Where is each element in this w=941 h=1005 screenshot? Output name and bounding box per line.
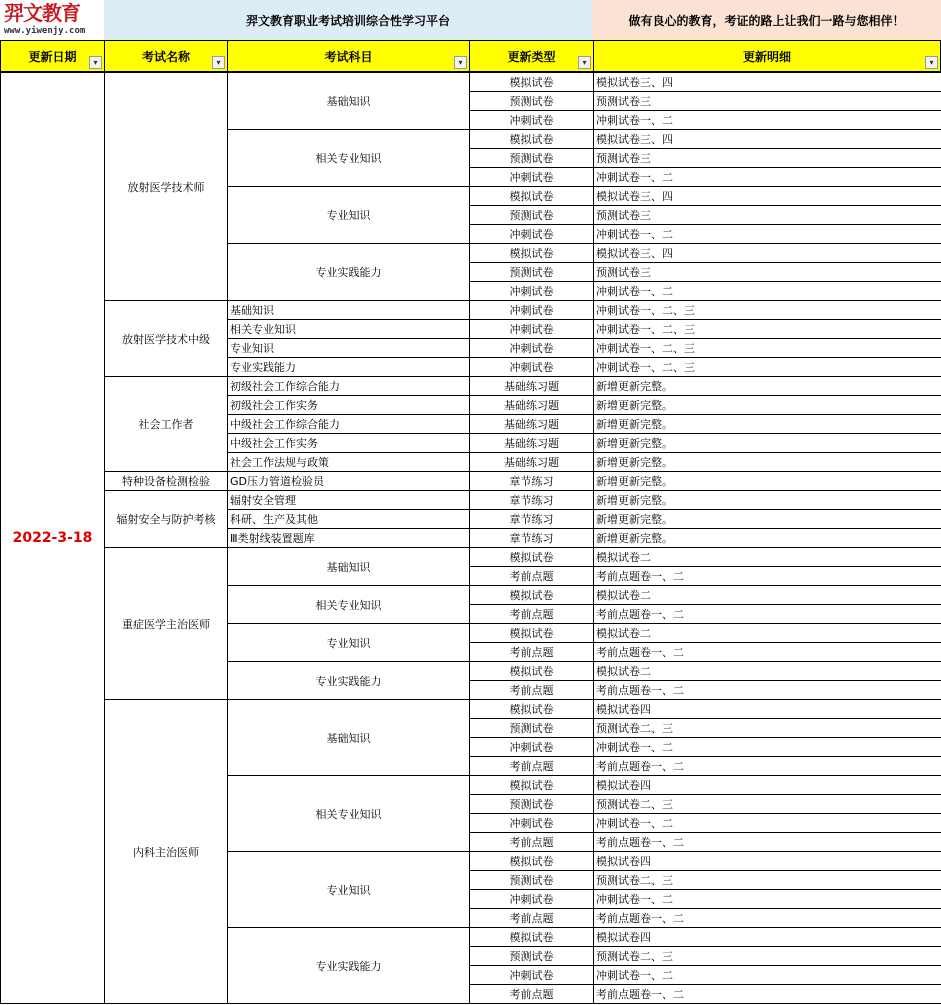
update-type-cell[interactable]: [469, 680, 594, 700]
subject-cell-text: 初级社会工作综合能力: [230, 380, 340, 393]
update-type-cell-text: 预测试卷: [509, 950, 554, 963]
subject-cell[interactable]: [227, 243, 470, 301]
update-type-cell-text: 基础练习题: [504, 399, 559, 412]
update-type-cell[interactable]: [469, 528, 594, 548]
update-detail-cell[interactable]: [593, 680, 941, 700]
exam-name-cell-text: 辐射安全与防护考核: [116, 513, 216, 526]
update-detail-cell-text: 新增更新完整。: [596, 456, 673, 469]
update-type-cell[interactable]: [469, 319, 594, 339]
update-type-cell[interactable]: [469, 794, 594, 814]
update-detail-cell[interactable]: [593, 110, 941, 130]
update-detail-cell-text: 考前点题卷一、二: [596, 684, 684, 697]
update-type-cell-text: 模拟试卷: [509, 589, 554, 602]
header-type: [469, 40, 594, 72]
update-type-cell-text: 预测试卷: [509, 874, 554, 887]
update-detail-cell-text: 新增更新完整。: [596, 437, 673, 450]
update-type-cell[interactable]: [469, 547, 594, 567]
update-type-cell[interactable]: [469, 452, 594, 472]
update-detail-cell[interactable]: [593, 72, 941, 92]
subject-cell[interactable]: [227, 186, 470, 244]
update-type-cell[interactable]: [469, 623, 594, 643]
subject-cell[interactable]: [227, 775, 470, 852]
update-detail-cell-text: 冲刺试卷一、二: [596, 285, 673, 298]
update-detail-cell-text: 模拟试卷三、四: [596, 76, 673, 89]
subject-cell[interactable]: [227, 927, 470, 1004]
update-detail-cell-text: 新增更新完整。: [596, 380, 673, 393]
update-detail-cell[interactable]: [593, 927, 941, 947]
update-type-cell[interactable]: [469, 262, 594, 282]
update-type-cell[interactable]: [469, 110, 594, 130]
header-detail: [593, 40, 941, 72]
update-type-cell-text: 考前点题: [509, 988, 554, 1001]
update-detail-cell[interactable]: [593, 851, 941, 871]
exam-name-cell-text: 重症医学主治医师: [122, 617, 210, 631]
update-detail-cell[interactable]: [593, 794, 941, 814]
update-type-cell[interactable]: [469, 604, 594, 624]
header-subject: [227, 40, 470, 72]
update-type-cell-text: 冲刺试卷: [509, 304, 554, 317]
subject-cell[interactable]: [227, 528, 470, 548]
subject-cell[interactable]: [227, 509, 470, 529]
update-detail-cell-text: 新增更新完整。: [596, 513, 673, 526]
update-detail-cell[interactable]: [593, 661, 941, 681]
update-type-cell-text: 考前点题: [509, 684, 554, 697]
update-type-cell[interactable]: [469, 243, 594, 263]
subject-cell[interactable]: [227, 129, 470, 187]
update-detail-cell[interactable]: [593, 699, 941, 719]
subject-cell[interactable]: [227, 547, 470, 586]
subject-cell-text: 专业知识: [326, 636, 371, 650]
update-detail-cell[interactable]: [593, 908, 941, 928]
subject-cell-text: 中级社会工作实务: [230, 437, 318, 450]
update-detail-cell[interactable]: [593, 243, 941, 263]
subject-cell[interactable]: [227, 319, 470, 339]
update-detail-cell-text: 模拟试卷三、四: [596, 133, 673, 146]
header-exam: [104, 40, 228, 72]
update-type-cell[interactable]: [469, 414, 594, 434]
subject-cell[interactable]: [227, 338, 470, 358]
update-type-cell-text: 预测试卷: [509, 798, 554, 811]
update-detail-cell[interactable]: [593, 224, 941, 244]
update-type-cell[interactable]: [469, 566, 594, 586]
update-detail-cell-text: 模拟试卷四: [596, 703, 651, 716]
header-detail-label: 更新明细: [742, 49, 791, 64]
update-type-cell[interactable]: [469, 490, 594, 510]
update-detail-cell[interactable]: [593, 832, 941, 852]
subject-cell-text: 中级社会工作综合能力: [230, 418, 340, 431]
update-detail-cell-text: 冲刺试卷一、二: [596, 114, 673, 127]
header-date-label: 更新日期: [28, 49, 77, 64]
update-type-cell-text: 冲刺试卷: [509, 323, 554, 336]
update-type-cell[interactable]: [469, 870, 594, 890]
update-type-cell-text: 冲刺试卷: [509, 817, 554, 830]
logo-text: 羿文教育: [4, 1, 80, 25]
subject-cell[interactable]: [227, 471, 470, 491]
title-bar: [0, 0, 941, 40]
update-type-cell-text: 预测试卷: [509, 209, 554, 222]
update-type-cell-text: 基础练习题: [504, 380, 559, 393]
update-type-cell-text: 模拟试卷: [509, 931, 554, 944]
update-type-cell[interactable]: [469, 72, 594, 92]
update-type-cell[interactable]: [469, 699, 594, 719]
update-type-cell[interactable]: [469, 965, 594, 985]
subject-cell-text: 相关专业知识: [315, 152, 382, 165]
update-detail-cell[interactable]: [593, 91, 941, 111]
update-type-cell[interactable]: [469, 946, 594, 966]
update-detail-cell[interactable]: [593, 395, 941, 415]
update-detail-cell-text: 模拟试卷二: [596, 665, 651, 678]
update-type-cell[interactable]: [469, 832, 594, 852]
update-detail-cell-text: 新增更新完整。: [596, 399, 673, 412]
subject-cell[interactable]: [227, 300, 470, 320]
update-detail-cell-text: 冲刺试卷一、二: [596, 969, 673, 982]
update-type-cell[interactable]: [469, 642, 594, 662]
update-detail-cell[interactable]: [593, 338, 941, 358]
update-detail-cell[interactable]: [593, 984, 941, 1004]
update-detail-cell[interactable]: [593, 756, 941, 776]
subject-cell[interactable]: [227, 433, 470, 453]
subject-cell[interactable]: [227, 395, 470, 415]
update-detail-cell-text: 冲刺试卷一、二、三: [596, 361, 695, 374]
update-detail-cell[interactable]: [593, 528, 941, 548]
update-type-cell[interactable]: [469, 908, 594, 928]
update-type-cell-text: 章节练习: [509, 532, 554, 545]
subject-cell[interactable]: [227, 357, 470, 377]
update-detail-cell-text: 冲刺试卷一、二: [596, 817, 673, 830]
update-type-cell[interactable]: [469, 167, 594, 187]
update-type-cell-text: 预测试卷: [509, 722, 554, 735]
update-type-cell[interactable]: [469, 376, 594, 396]
subject-cell-text: 专业知识: [326, 883, 371, 897]
update-detail-cell[interactable]: [593, 281, 941, 301]
update-detail-cell-text: 冲刺试卷一、二: [596, 741, 673, 754]
update-detail-cell-text: 冲刺试卷一、二、三: [596, 304, 695, 317]
update-detail-cell[interactable]: [593, 585, 941, 605]
update-detail-cell-text: 考前点题卷一、二: [596, 760, 684, 773]
update-detail-cell[interactable]: [593, 718, 941, 738]
update-detail-cell[interactable]: [593, 205, 941, 225]
exam-name-cell[interactable]: [104, 471, 228, 491]
update-detail-cell[interactable]: [593, 129, 941, 149]
update-detail-cell[interactable]: [593, 946, 941, 966]
subject-cell-text: GD压力管道检验员: [230, 475, 324, 488]
update-detail-cell[interactable]: [593, 319, 941, 339]
update-type-cell-text: 模拟试卷: [509, 855, 554, 868]
update-type-cell-text: 模拟试卷: [509, 247, 554, 260]
update-detail-cell[interactable]: [593, 642, 941, 662]
update-type-cell[interactable]: [469, 775, 594, 795]
update-detail-cell[interactable]: [593, 452, 941, 472]
update-type-cell-text: 模拟试卷: [509, 76, 554, 89]
filter-dropdown-icon[interactable]: ▾: [578, 56, 591, 69]
update-detail-cell[interactable]: [593, 490, 941, 510]
exam-name-cell-text: 特种设备检测检验: [122, 475, 210, 488]
update-type-cell-text: 章节练习: [509, 494, 554, 507]
subject-cell[interactable]: [227, 376, 470, 396]
update-detail-cell[interactable]: [593, 509, 941, 529]
update-type-cell-text: 基础练习题: [504, 456, 559, 469]
subject-cell[interactable]: [227, 72, 470, 130]
subject-cell-text: 基础知识: [230, 304, 274, 317]
subject-cell-text: 相关专业知识: [315, 598, 382, 612]
exam-name-cell[interactable]: [104, 547, 228, 700]
update-type-cell[interactable]: [469, 224, 594, 244]
update-type-cell-text: 冲刺试卷: [509, 228, 554, 241]
update-detail-cell[interactable]: [593, 433, 941, 453]
subject-cell-text: 基础知识: [326, 560, 371, 574]
exam-name-cell-text: 内科主治医师: [133, 845, 199, 859]
update-type-cell-text: 冲刺试卷: [509, 893, 554, 906]
update-date-cell-text: 2022-3-18: [12, 530, 93, 546]
update-detail-cell[interactable]: [593, 965, 941, 985]
subject-cell-text: 专业实践能力: [315, 266, 382, 279]
filter-dropdown-icon[interactable]: ▾: [454, 56, 467, 69]
update-type-cell[interactable]: [469, 129, 594, 149]
update-type-cell-text: 模拟试卷: [509, 551, 554, 564]
update-detail-cell-text: 模拟试卷三、四: [596, 190, 673, 203]
update-type-cell[interactable]: [469, 205, 594, 225]
subject-cell[interactable]: [227, 585, 470, 624]
update-detail-cell-text: 预测试卷二、三: [596, 798, 673, 811]
logo-url: www.yiwenjy.com: [4, 26, 86, 36]
update-type-cell-text: 预测试卷: [509, 95, 554, 108]
update-detail-cell[interactable]: [593, 870, 941, 890]
update-type-cell-text: 模拟试卷: [509, 627, 554, 640]
update-type-cell-text: 冲刺试卷: [509, 342, 554, 355]
update-type-cell[interactable]: [469, 984, 594, 1004]
platform-title: 羿文教育职业考试培训综合性学习平台: [104, 0, 592, 40]
subject-cell[interactable]: [227, 414, 470, 434]
exam-name-cell[interactable]: [104, 300, 228, 377]
header-type-label: 更新类型: [507, 49, 556, 64]
exam-name-cell[interactable]: [104, 490, 228, 548]
update-detail-cell-text: 预测试卷三: [596, 209, 651, 222]
subject-cell-text: 基础知识: [326, 95, 371, 108]
update-detail-cell-text: 考前点题卷一、二: [596, 570, 684, 583]
update-type-cell[interactable]: [469, 300, 594, 320]
update-type-cell[interactable]: [469, 585, 594, 605]
exam-name-cell-text: 放射医学技术师: [127, 180, 205, 194]
update-type-cell[interactable]: [469, 281, 594, 301]
update-date-cell[interactable]: [0, 72, 105, 1004]
update-type-cell[interactable]: [469, 737, 594, 757]
update-type-cell-text: 章节练习: [509, 513, 554, 526]
update-type-cell-text: 考前点题: [509, 836, 554, 849]
update-detail-cell-text: 预测试卷三: [596, 95, 651, 108]
update-detail-cell-text: 考前点题卷一、二: [596, 836, 684, 849]
update-detail-cell-text: 冲刺试卷一、二: [596, 893, 673, 906]
exam-name-cell-text: 放射医学技术中级: [122, 332, 210, 346]
update-detail-cell[interactable]: [593, 262, 941, 282]
update-type-cell[interactable]: [469, 661, 594, 681]
update-detail-cell-text: 冲刺试卷一、二: [596, 228, 673, 241]
exam-name-cell[interactable]: [104, 699, 228, 1004]
update-detail-cell-text: 新增更新完整。: [596, 494, 673, 507]
update-detail-cell-text: 预测试卷三: [596, 152, 651, 165]
update-detail-cell[interactable]: [593, 623, 941, 643]
update-type-cell[interactable]: [469, 813, 594, 833]
header-date: [0, 40, 105, 72]
update-detail-cell[interactable]: [593, 186, 941, 206]
update-type-cell[interactable]: [469, 889, 594, 909]
update-type-cell-text: 基础练习题: [504, 418, 559, 431]
exam-name-cell-text: 社会工作者: [138, 418, 194, 431]
subject-cell[interactable]: [227, 661, 470, 700]
update-type-cell-text: 预测试卷: [509, 152, 554, 165]
subject-cell-text: 基础知识: [326, 731, 371, 745]
update-detail-cell[interactable]: [593, 300, 941, 320]
update-type-cell-text: 考前点题: [509, 646, 554, 659]
update-type-cell-text: 模拟试卷: [509, 190, 554, 203]
update-detail-cell-text: 预测试卷二、三: [596, 950, 673, 963]
subject-cell-text: Ⅲ类射线装置题库: [230, 532, 315, 545]
update-type-cell-text: 模拟试卷: [509, 133, 554, 146]
update-detail-cell[interactable]: [593, 414, 941, 434]
update-type-cell[interactable]: [469, 433, 594, 453]
subject-cell-text: 辐射安全管理: [230, 494, 296, 507]
update-detail-cell-text: 冲刺试卷一、二、三: [596, 323, 695, 336]
update-type-cell-text: 冲刺试卷: [509, 114, 554, 127]
update-type-cell[interactable]: [469, 357, 594, 377]
update-type-cell[interactable]: [469, 927, 594, 947]
update-type-cell-text: 预测试卷: [509, 266, 554, 279]
update-detail-cell[interactable]: [593, 889, 941, 909]
update-type-cell[interactable]: [469, 148, 594, 168]
update-detail-cell-text: 预测试卷二、三: [596, 874, 673, 887]
update-type-cell[interactable]: [469, 338, 594, 358]
filter-active-icon[interactable]: ▾: [89, 56, 102, 69]
update-detail-cell-text: 预测试卷三: [596, 266, 651, 279]
update-type-cell[interactable]: [469, 186, 594, 206]
update-type-cell[interactable]: [469, 395, 594, 415]
subject-cell-text: 专业知识: [230, 342, 274, 355]
subject-cell-text: 专业实践能力: [315, 674, 382, 688]
update-detail-cell-text: 考前点题卷一、二: [596, 646, 684, 659]
subject-cell-text: 相关专业知识: [230, 323, 296, 336]
update-detail-cell-text: 模拟试卷四: [596, 779, 651, 792]
update-detail-cell-text: 预测试卷二、三: [596, 722, 673, 735]
update-detail-cell-text: 模拟试卷四: [596, 855, 651, 868]
update-detail-cell[interactable]: [593, 148, 941, 168]
update-type-cell[interactable]: [469, 718, 594, 738]
update-type-cell-text: 章节练习: [509, 475, 554, 488]
filter-dropdown-icon[interactable]: ▾: [212, 56, 225, 69]
header-subject-label: 考试科目: [324, 49, 373, 64]
update-type-cell-text: 模拟试卷: [509, 665, 554, 678]
subject-cell[interactable]: [227, 699, 470, 776]
update-type-cell[interactable]: [469, 756, 594, 776]
update-detail-cell-text: 模拟试卷三、四: [596, 247, 673, 260]
update-detail-cell-text: 考前点题卷一、二: [596, 608, 684, 621]
update-detail-cell[interactable]: [593, 604, 941, 624]
update-detail-cell-text: 新增更新完整。: [596, 532, 673, 545]
subject-cell-text: 专业实践能力: [315, 959, 382, 973]
update-detail-cell-text: 冲刺试卷一、二、三: [596, 342, 695, 355]
update-type-cell-text: 考前点题: [509, 912, 554, 925]
subject-cell[interactable]: [227, 851, 470, 928]
slogan: 做有良心的教育，考证的路上让我们一路与您相伴！: [592, 0, 941, 40]
update-detail-cell[interactable]: [593, 376, 941, 396]
update-type-cell-text: 考前点题: [509, 760, 554, 773]
update-type-cell[interactable]: [469, 509, 594, 529]
update-detail-cell[interactable]: [593, 167, 941, 187]
subject-cell[interactable]: [227, 452, 470, 472]
subject-cell-text: 专业知识: [326, 209, 371, 222]
subject-cell-text: 初级社会工作实务: [230, 399, 318, 412]
logo: [0, 0, 104, 40]
header-exam-label: 考试名称: [141, 49, 190, 64]
update-detail-cell[interactable]: [593, 471, 941, 491]
update-detail-cell[interactable]: [593, 547, 941, 567]
update-detail-cell-text: 模拟试卷二: [596, 627, 651, 640]
update-type-cell-text: 基础练习题: [504, 437, 559, 450]
update-type-cell[interactable]: [469, 851, 594, 871]
update-type-cell-text: 模拟试卷: [509, 779, 554, 792]
update-type-cell-text: 冲刺试卷: [509, 741, 554, 754]
update-detail-cell-text: 考前点题卷一、二: [596, 988, 684, 1001]
update-type-cell[interactable]: [469, 471, 594, 491]
update-type-cell-text: 冲刺试卷: [509, 361, 554, 374]
exam-name-cell[interactable]: [104, 72, 228, 301]
update-type-cell[interactable]: [469, 91, 594, 111]
update-detail-cell[interactable]: [593, 566, 941, 586]
update-detail-cell[interactable]: [593, 357, 941, 377]
filter-dropdown-icon[interactable]: ▾: [925, 56, 938, 69]
subject-cell[interactable]: [227, 490, 470, 510]
update-type-cell-text: 冲刺试卷: [509, 171, 554, 184]
update-detail-cell-text: 新增更新完整。: [596, 475, 673, 488]
update-type-cell-text: 考前点题: [509, 608, 554, 621]
update-detail-cell-text: 模拟试卷二: [596, 551, 651, 564]
update-detail-cell[interactable]: [593, 737, 941, 757]
subject-cell[interactable]: [227, 623, 470, 662]
update-detail-cell-text: 考前点题卷一、二: [596, 912, 684, 925]
subject-cell-text: 相关专业知识: [315, 807, 382, 821]
subject-cell-text: 科研、生产及其他: [230, 513, 318, 526]
update-type-cell-text: 模拟试卷: [509, 703, 554, 716]
subject-cell-text: 专业实践能力: [230, 361, 296, 374]
update-detail-cell-text: 模拟试卷二: [596, 589, 651, 602]
subject-cell-text: 社会工作法规与政策: [230, 456, 329, 469]
update-detail-cell-text: 新增更新完整。: [596, 418, 673, 431]
update-type-cell-text: 考前点题: [509, 570, 554, 583]
update-detail-cell-text: 冲刺试卷一、二: [596, 171, 673, 184]
update-type-cell-text: 冲刺试卷: [509, 969, 554, 982]
update-detail-cell-text: 模拟试卷四: [596, 931, 651, 944]
update-detail-cell[interactable]: [593, 813, 941, 833]
exam-name-cell[interactable]: [104, 376, 228, 472]
update-detail-cell[interactable]: [593, 775, 941, 795]
update-type-cell-text: 冲刺试卷: [509, 285, 554, 298]
